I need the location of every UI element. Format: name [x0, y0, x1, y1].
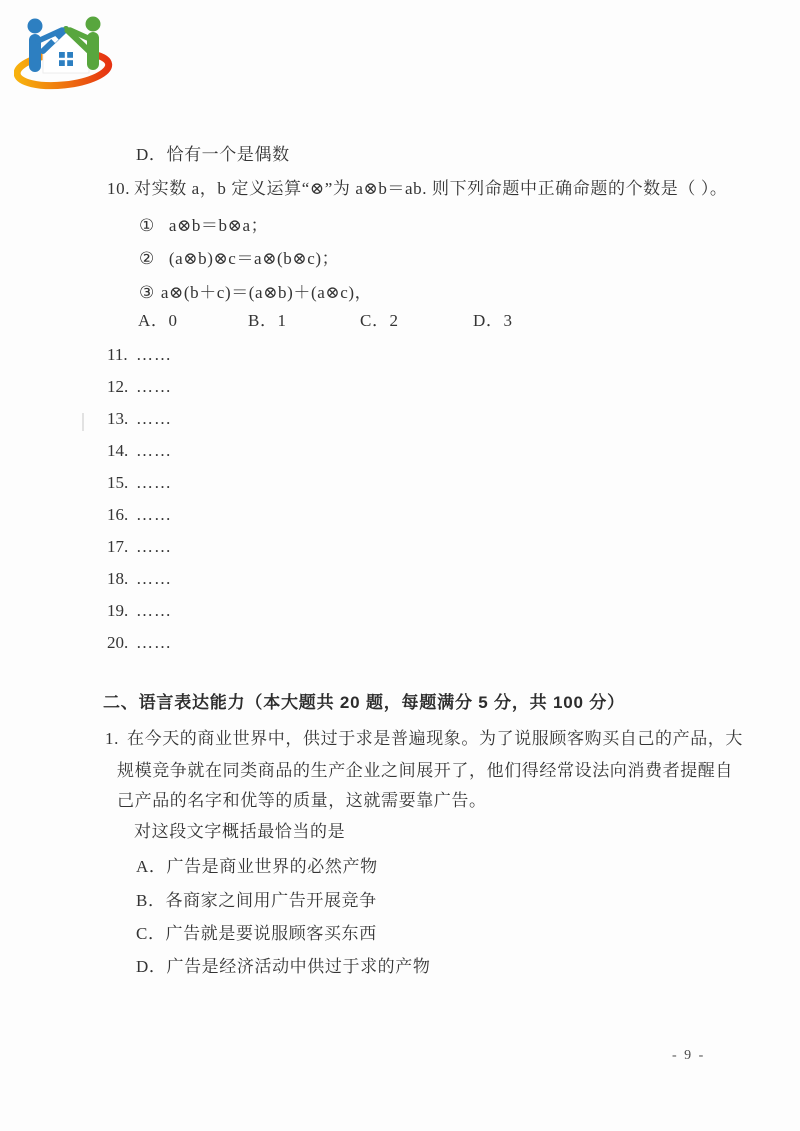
question-1-option-b: B．各商家之间用广告开展竞争 — [136, 891, 377, 910]
passage-line-3: 己产品的名字和优等的质量，这就需要靠广告。 — [117, 791, 487, 810]
proposition-row-3 — [139, 282, 372, 303]
prev-question-option-d: D．恰有一个是偶数 — [136, 145, 290, 164]
omitted-question-row — [107, 537, 172, 569]
question-number: 16. — [107, 505, 129, 524]
ellipsis-dots: …… — [136, 441, 172, 460]
omitted-question-row — [107, 409, 172, 441]
house-family-logo-icon — [14, 10, 114, 92]
circled-2-marker: ② — [139, 249, 155, 268]
passage-line-1: 在今天的商业世界中，供过于求是普遍现象。为了说服顾客购买自己的产品，大 — [127, 729, 743, 748]
circled-3-marker: ③ — [139, 283, 155, 302]
ellipsis-dots: …… — [136, 473, 172, 492]
ellipsis-dots: …… — [136, 601, 172, 620]
question-1-option-c: C．广告就是要说服顾客买东西 — [136, 924, 377, 943]
omitted-question-row — [107, 569, 172, 601]
omitted-question-row — [107, 601, 172, 633]
choice-a: A．0 — [138, 311, 178, 330]
question-number: 20. — [107, 633, 129, 652]
question-10-number: 10. — [107, 179, 131, 198]
question-1-number: 1. — [105, 729, 119, 748]
ellipsis-dots: …… — [136, 377, 172, 396]
question-10-choices — [138, 310, 638, 334]
omitted-question-row — [107, 345, 172, 377]
omitted-question-row — [107, 377, 172, 409]
proposition-row-2 — [139, 248, 339, 269]
proposition-formula: (a⊗b)⊗c＝a⊗(b⊗c)； — [168, 249, 340, 268]
ellipsis-dots: …… — [136, 633, 172, 652]
omitted-questions-list — [107, 345, 172, 665]
ellipsis-dots: …… — [136, 569, 172, 588]
ellipsis-dots: …… — [136, 409, 172, 428]
question-number: 14. — [107, 441, 129, 460]
choice-c: C．2 — [360, 311, 399, 330]
omitted-question-row — [107, 633, 172, 665]
school-logo — [14, 10, 114, 92]
choice-d: D．3 — [473, 311, 513, 330]
question-number: 15. — [107, 473, 129, 492]
question-number: 12. — [107, 377, 129, 396]
question-10-stem: 对实数 a，b 定义运算“⊗”为 a⊗b＝ab. 则下列命题中正确命题的个数是（ ）。 — [134, 179, 728, 198]
proposition-row-1 — [139, 215, 268, 236]
question-1-stem: 对这段文字概括最恰当的是 — [134, 822, 346, 841]
page-number: - 9 - — [672, 1048, 706, 1063]
question-number: 19. — [107, 601, 129, 620]
question-number: 18. — [107, 569, 129, 588]
question-1-option-d: D．广告是经济活动中供过于求的产物 — [136, 957, 431, 976]
question-1-option-a: A．广告是商业世界的必然产物 — [136, 857, 378, 876]
question-number: 17. — [107, 537, 129, 556]
ellipsis-dots: …… — [136, 345, 172, 364]
passage-line-2: 规模竞争就在同类商品的生产企业之间展开了，他们得经常设法向消费者提醒自 — [117, 761, 733, 780]
circled-1-marker: ① — [139, 216, 155, 235]
choice-b: B．1 — [248, 311, 287, 330]
ellipsis-dots: …… — [136, 537, 172, 556]
omitted-question-row — [107, 505, 172, 537]
omitted-question-row — [107, 441, 172, 473]
question-number: 13. — [107, 409, 129, 428]
scan-artifact-line — [82, 413, 84, 431]
ellipsis-dots: …… — [136, 505, 172, 524]
omitted-question-row — [107, 473, 172, 505]
question-number: 11. — [107, 345, 128, 364]
proposition-formula: a⊗b＝b⊗a； — [168, 216, 269, 235]
section-2-heading: 二、语言表达能力（本大题共 20 题，每题满分 5 分，共 100 分） — [103, 693, 625, 712]
proposition-formula: a⊗(b＋c)＝(a⊗b)＋(a⊗c)， — [160, 283, 373, 302]
